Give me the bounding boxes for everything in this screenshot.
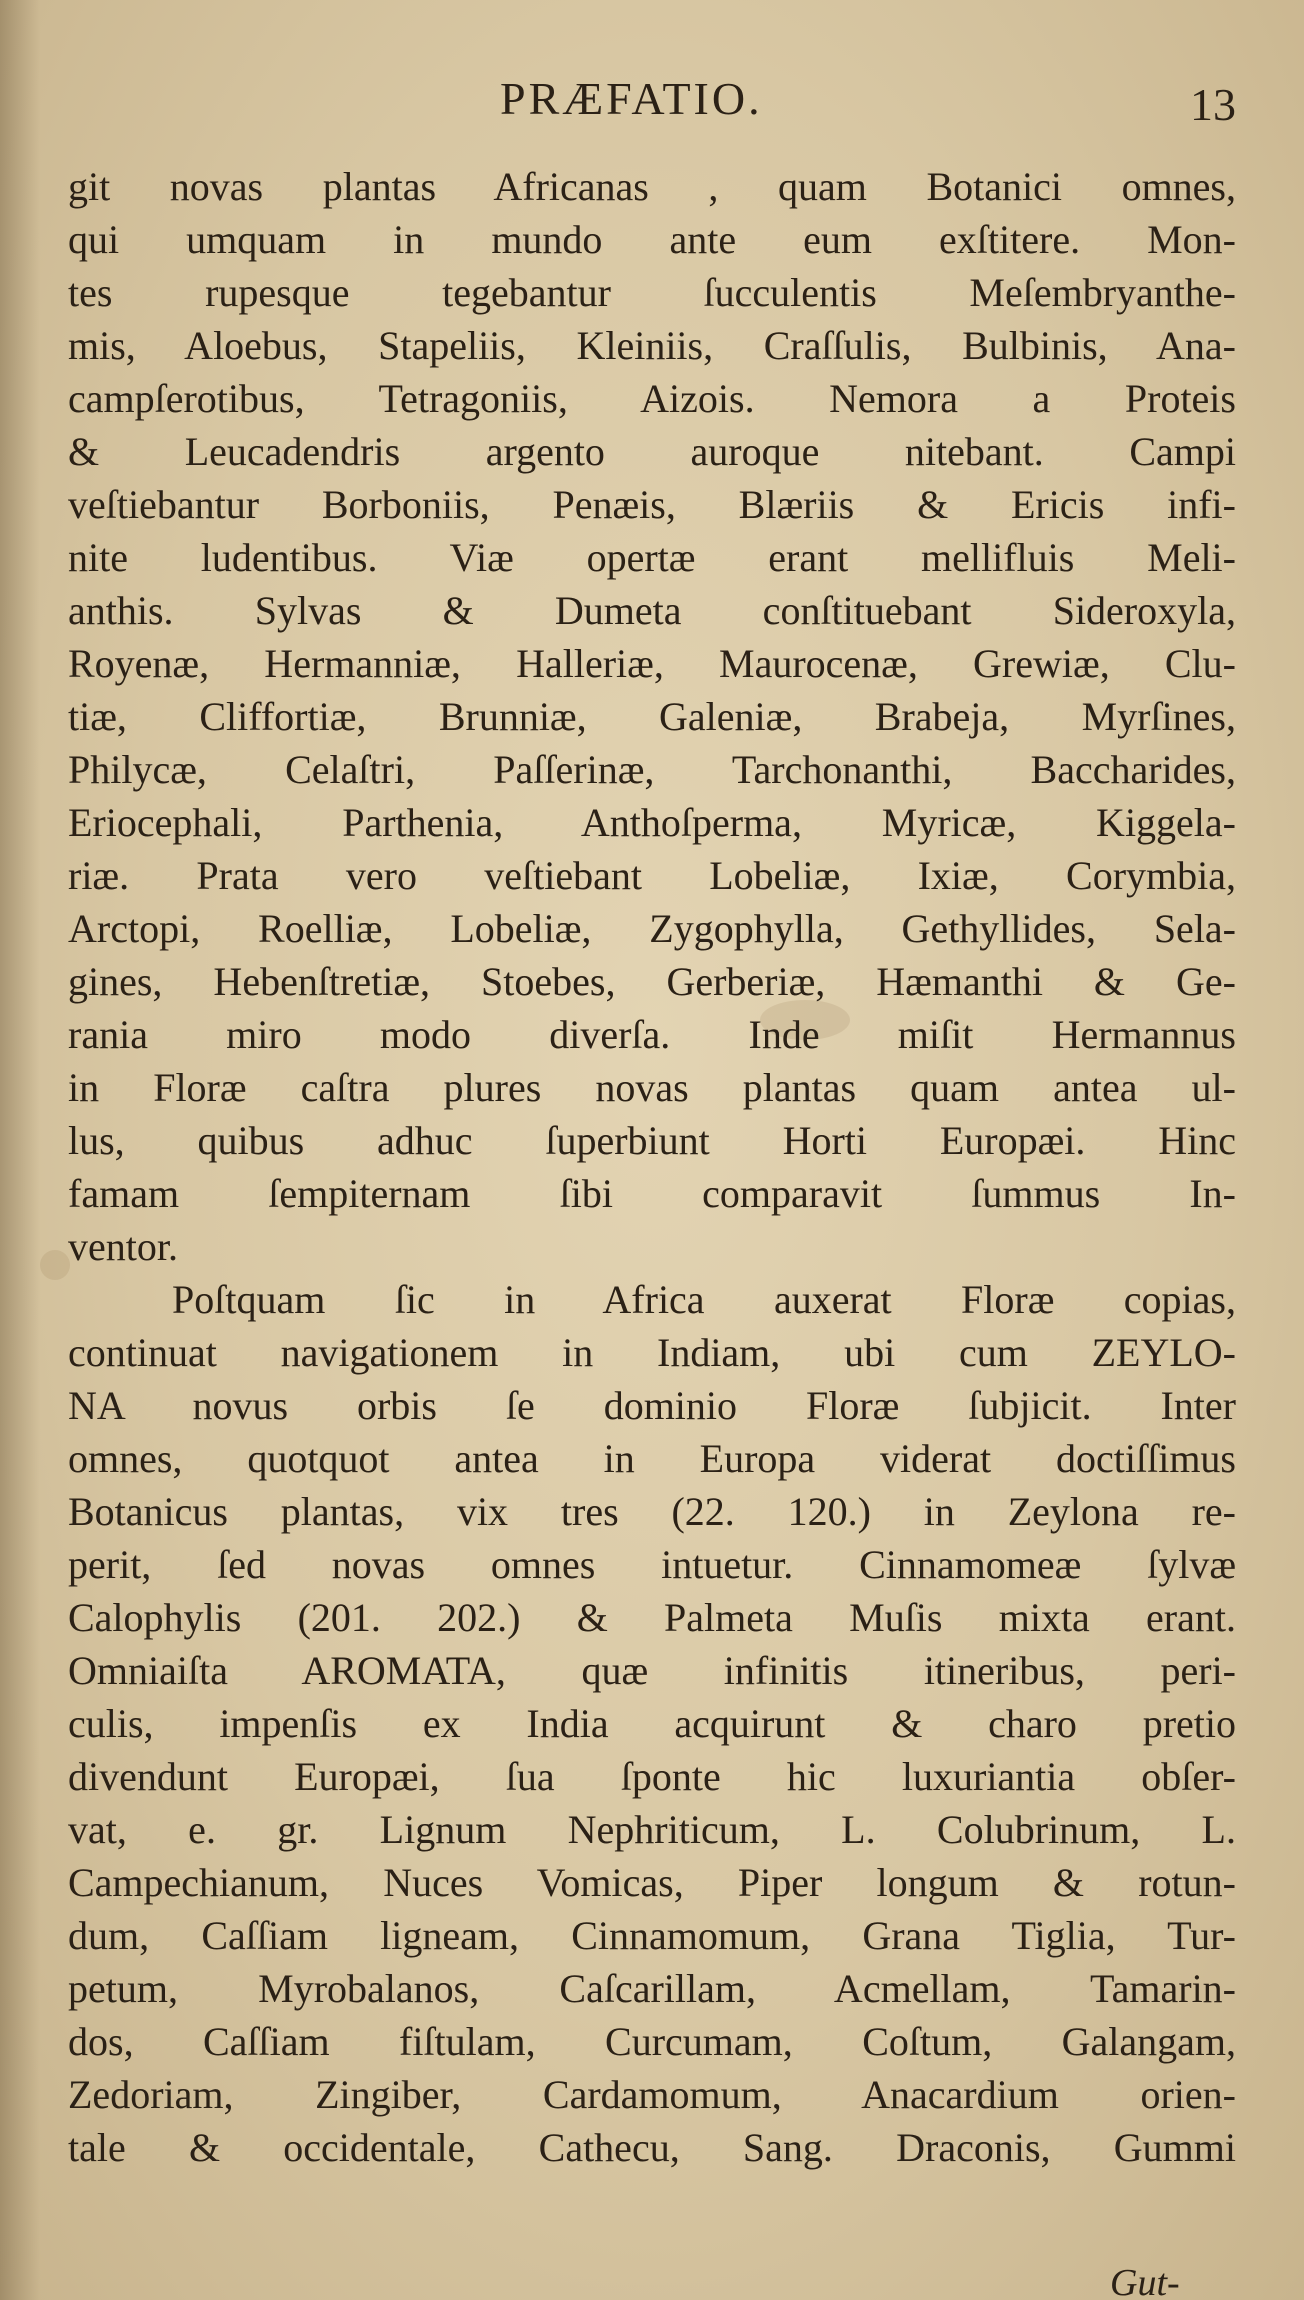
- text-line: lus, quibus adhuc ſuperbiunt Horti Europæi. Hinc: [68, 1118, 1236, 1163]
- paper-stain: [40, 1250, 70, 1280]
- paragraph-start-line: Poſtquam ſic in Africa auxerat Floræ copias,: [172, 1277, 1236, 1322]
- text-line: vat, e. gr. Lignum Nephriticum, L. Colubrinum, L.: [68, 1807, 1236, 1852]
- text-line: tes rupesque tegebantur ſucculentis Meſembryanthe-: [68, 270, 1236, 315]
- text-line: tale & occidentale, Cathecu, Sang. Draconis, Gummi: [68, 2125, 1236, 2170]
- text-line: veſtiebantur Borboniis, Penæis, Blæriis & Ericis infi-: [68, 482, 1236, 527]
- text-line: Arctopi, Roelliæ, Lobeliæ, Zygophylla, Gethyllides, Sela-: [68, 906, 1236, 951]
- text-line: gines, Hebenſtretiæ, Stoebes, Gerberiæ, Hæmanthi & Ge-: [68, 959, 1236, 1004]
- text-line: perit, ſed novas omnes intuetur. Cinnamomeæ ſylvæ: [68, 1542, 1236, 1587]
- text-line: omnes, quotquot antea in Europa viderat doctiſſimus: [68, 1436, 1236, 1481]
- text-line: Philycæ, Celaſtri, Paſſerinæ, Tarchonanthi, Baccharides,: [68, 747, 1236, 792]
- text-line: anthis. Sylvas & Dumeta conſtituebant Sideroxyla,: [68, 588, 1236, 633]
- text-line: culis, impenſis ex India acquirunt & charo pretio: [68, 1701, 1236, 1746]
- text-line: Omniaiſta AROMATA, quæ infinitis itineribus, peri-: [68, 1648, 1236, 1693]
- text-line: continuat navigationem in Indiam, ubi cum ZEYLO-: [68, 1330, 1236, 1375]
- catchword: Gut-: [1110, 2262, 1180, 2300]
- text-line: NA novus orbis ſe dominio Floræ ſubjicit. Inter: [68, 1383, 1236, 1428]
- page-number: 13: [1190, 79, 1236, 130]
- running-head: [0, 62, 1304, 132]
- text-line: petum, Myrobalanos, Caſcarillam, Acmellam, Tamarin-: [68, 1966, 1236, 2011]
- text-line: Royenæ, Hermanniæ, Halleriæ, Maurocenæ, Grewiæ, Clu-: [68, 641, 1236, 686]
- text-line: & Leucadendris argento auroque nitebant. Campi: [68, 429, 1236, 474]
- body-text: [68, 160, 1236, 2174]
- text-line: divendunt Europæi, ſua ſponte hic luxuriantia obſer-: [68, 1754, 1236, 1799]
- text-line: Calophylis (201. 202.) & Palmeta Muſis mixta erant.: [68, 1595, 1236, 1640]
- text-line: riæ. Prata vero veſtiebant Lobeliæ, Ixiæ, Corymbia,: [68, 853, 1236, 898]
- text-line: dum, Caſſiam ligneam, Cinnamomum, Grana Tiglia, Tur-: [68, 1913, 1236, 1958]
- text-line: in Floræ caſtra plures novas plantas quam antea ul-: [68, 1065, 1236, 1110]
- text-line: Botanicus plantas, vix tres (22. 120.) in Zeylona re-: [68, 1489, 1236, 1534]
- text-line: tiæ, Cliffortiæ, Brunniæ, Galeniæ, Brabeja, Myrſines,: [68, 694, 1236, 739]
- text-line: mis, Aloebus, Stapeliis, Kleiniis, Craſſulis, Bulbinis, Ana-: [68, 323, 1236, 368]
- text-line: Eriocephali, Parthenia, Anthoſperma, Myricæ, Kiggela-: [68, 800, 1236, 845]
- text-line: Zedoriam, Zingiber, Cardamomum, Anacardium orien-: [68, 2072, 1236, 2117]
- text-line: nite ludentibus. Viæ opertæ erant mellifluis Meli-: [68, 535, 1236, 580]
- text-line: rania miro modo diverſa. Inde miſit Hermannus: [68, 1012, 1236, 1057]
- gutter-shadow: [0, 0, 40, 2300]
- text-line: campſerotibus, Tetragoniis, Aizois. Nemora a Proteis: [68, 376, 1236, 421]
- text-line: git novas plantas Africanas , quam Botanici omnes,: [68, 164, 1236, 209]
- text-line: Campechianum, Nuces Vomicas, Piper longum & rotun-: [68, 1860, 1236, 1905]
- text-line: qui umquam in mundo ante eum exſtitere. Mon-: [68, 217, 1236, 262]
- text-line: dos, Caſſiam fiſtulam, Curcumam, Coſtum, Galangam,: [68, 2019, 1236, 2064]
- running-title: PRÆFATIO.: [500, 73, 763, 124]
- text-line: famam ſempiternam ſibi comparavit ſummus In-: [68, 1171, 1236, 1216]
- paragraph-end-line: ventor.: [68, 1224, 178, 1269]
